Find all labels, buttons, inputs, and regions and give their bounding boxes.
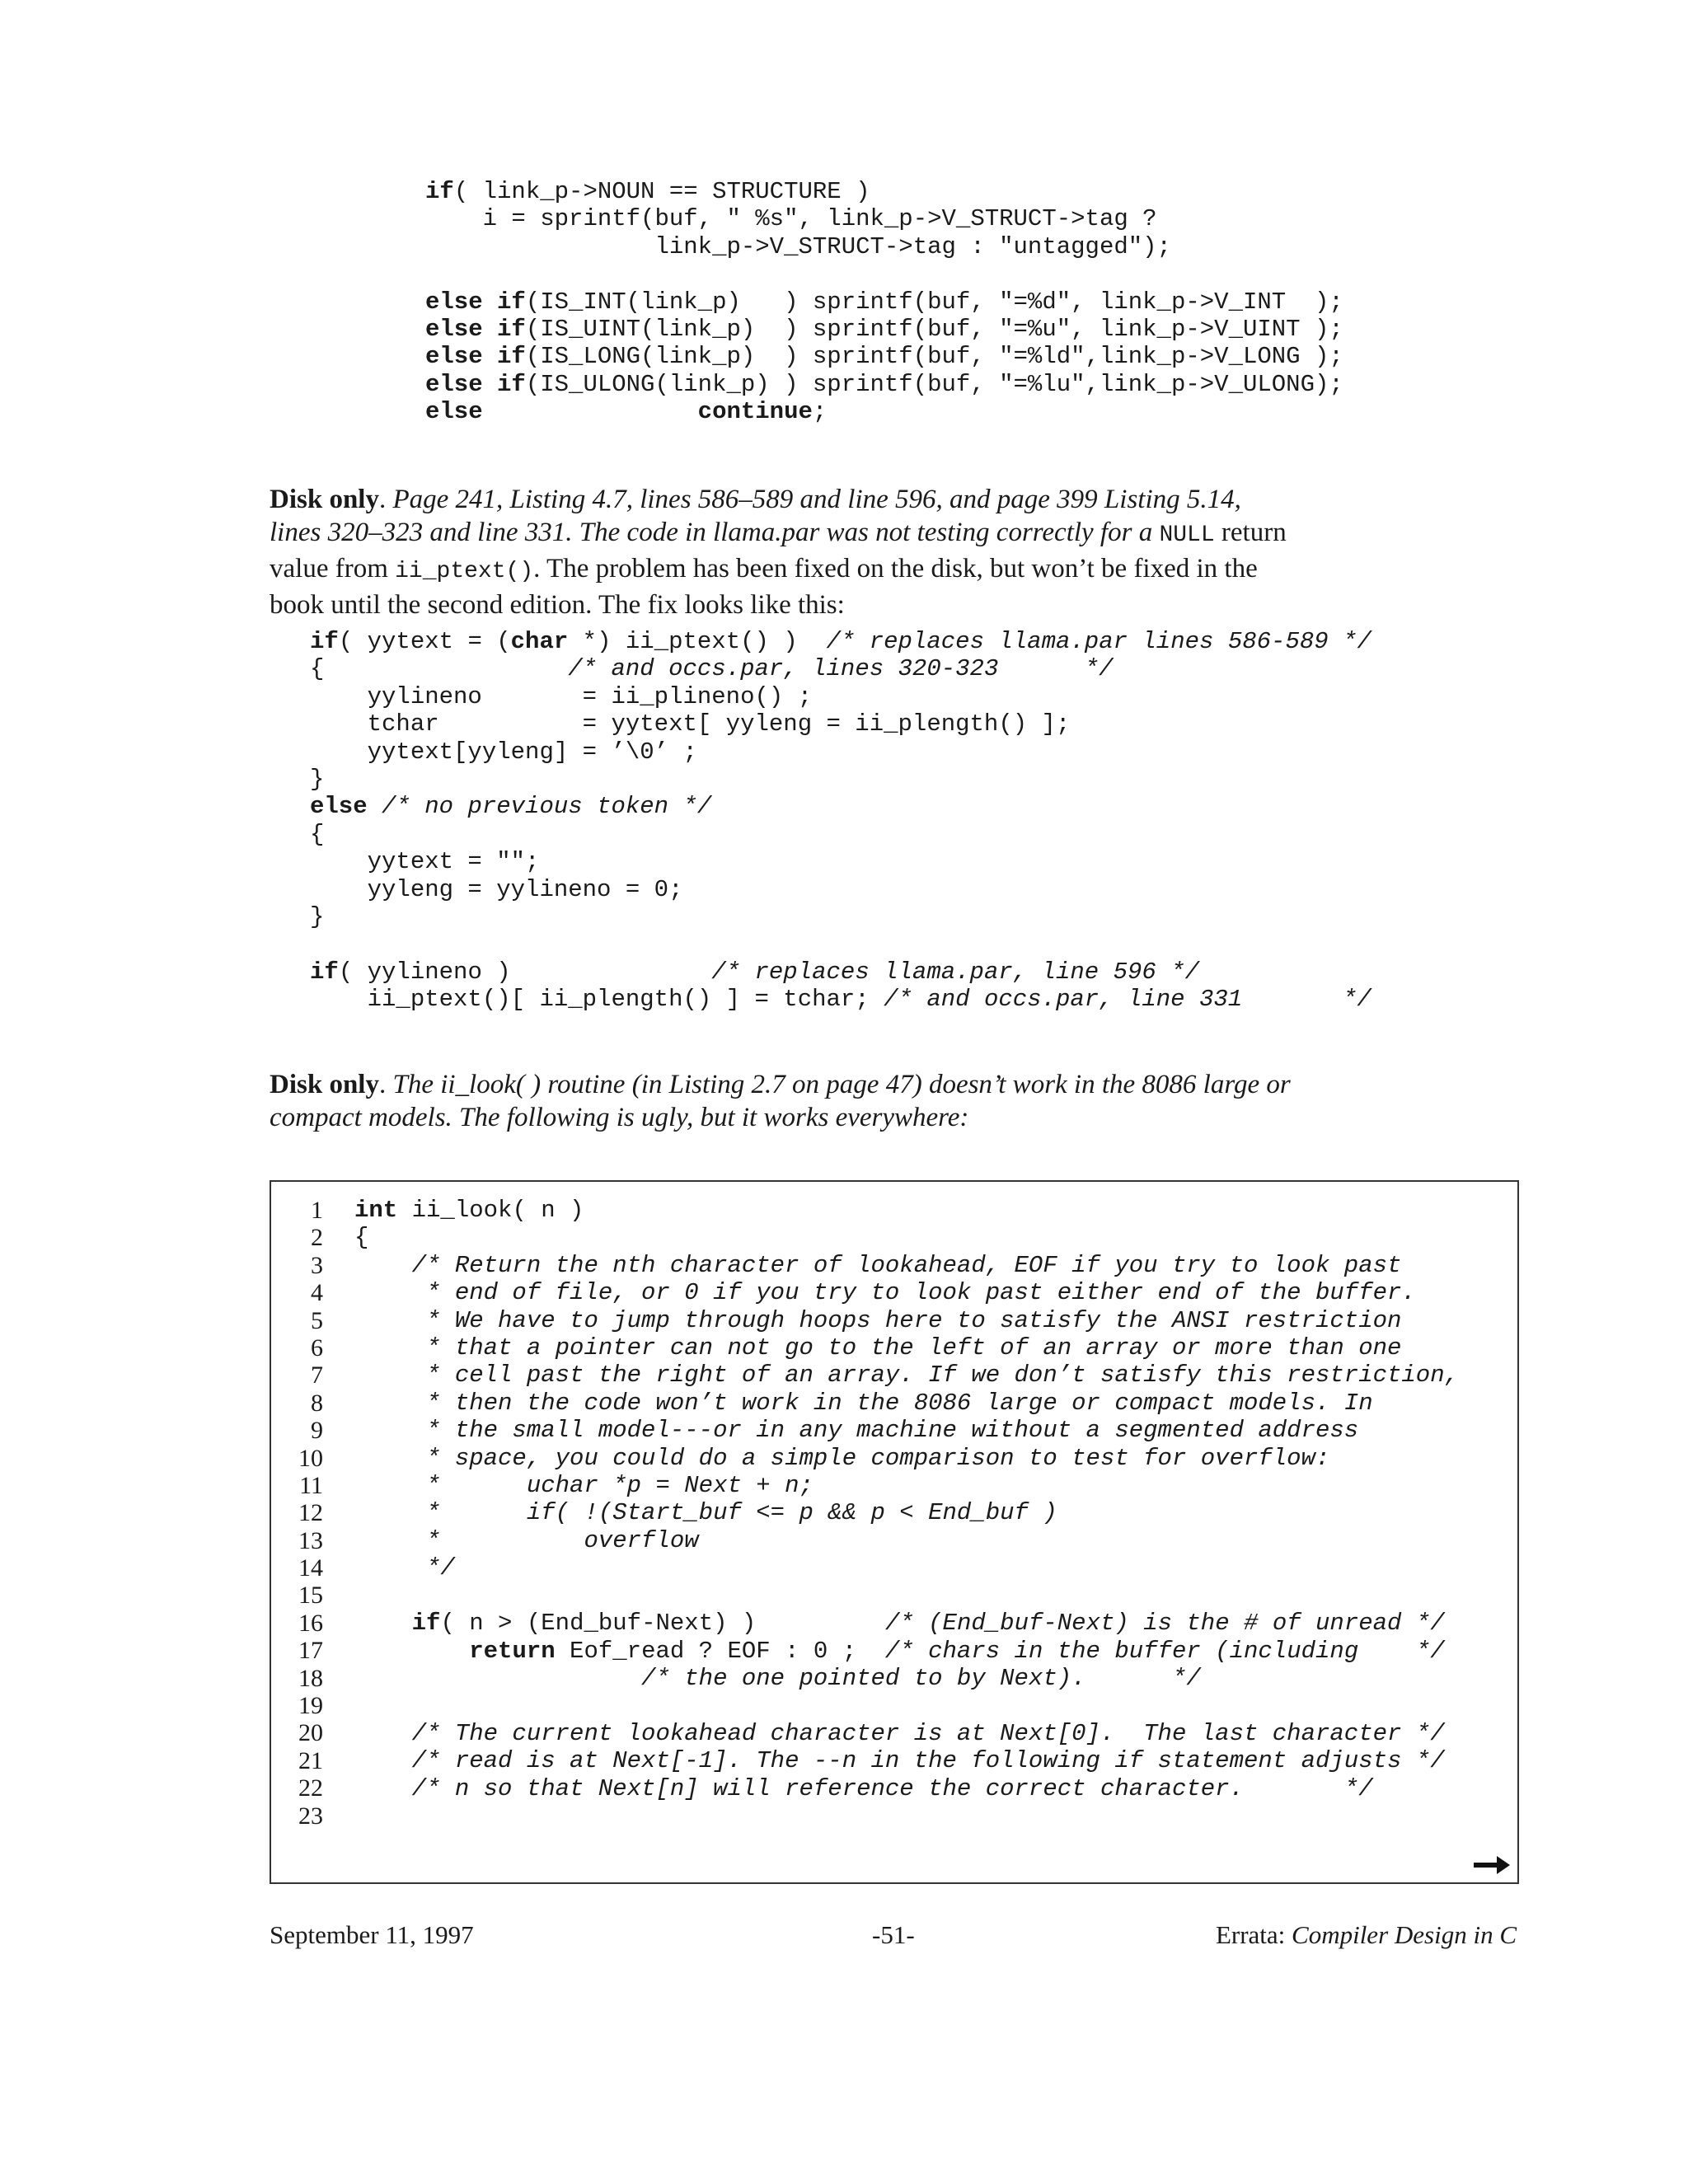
line-number: 4 xyxy=(311,1279,323,1307)
footer-title: Errata: Compiler Design in C xyxy=(1215,1920,1517,1949)
line-number: 18 xyxy=(298,1664,323,1692)
page-number: -51- xyxy=(872,1920,915,1949)
line-number: 15 xyxy=(298,1582,323,1610)
line-number: 3 xyxy=(311,1251,323,1279)
line-number: 7 xyxy=(311,1361,323,1390)
errata-description: The ii_look( ) routine (in Listing 2.7 on page 47) doesn’t work in the 8086 large or compact models. The following is ugly, but it works everywhere: xyxy=(270,1070,1291,1132)
line-numbers xyxy=(297,1197,323,1830)
line-number: 5 xyxy=(311,1306,323,1334)
line-number: 22 xyxy=(298,1774,323,1802)
line-number: 23 xyxy=(298,1802,323,1830)
line-number: 16 xyxy=(298,1609,323,1637)
line-number: 10 xyxy=(298,1444,323,1472)
line-number: 14 xyxy=(298,1554,323,1582)
line-number: 2 xyxy=(311,1224,323,1252)
line-number: 11 xyxy=(299,1471,323,1499)
line-number: 9 xyxy=(311,1417,323,1445)
footer-date: September 11, 1997 xyxy=(270,1920,474,1949)
line-number: 17 xyxy=(298,1637,323,1665)
right-arrow-icon xyxy=(1474,1856,1510,1874)
code-block-fix: if( yytext = (char *) ii_ptext() ) /* replaces llama.par lines 586-589 */ { /* and occs.par, lines 320-323 */ yylineno = ii_plineno() ; tchar = yytext[ yyleng = ii_plength() ]; yytext[yyleng] = ’\0’ ; } else /* no previous token */ { yytext = ""; yyleng = yylineno = 0; } if( yylineno ) /* replaces llama.par, line 596 */ ii_ptext()[ ii_plength() ] = tchar; /* and occs.par, line 331 */ xyxy=(310,628,1372,1014)
line-number: 8 xyxy=(311,1389,323,1417)
line-number: 12 xyxy=(298,1499,323,1527)
errata-paragraph-2: Disk only. The ii_look( ) routine (in Listing 2.7 on page 47) doesn’t work in the 8086 large or compact models. The following is ugly, but it works everywhere: xyxy=(270,1070,1291,1132)
null-keyword: NULL xyxy=(1159,523,1215,548)
line-number: 1 xyxy=(311,1197,323,1224)
line-number: 21 xyxy=(298,1746,323,1774)
line-number: 6 xyxy=(311,1333,323,1361)
line-number: 19 xyxy=(298,1692,323,1720)
ii-ptext-function: ii_ptext() xyxy=(395,559,534,584)
line-number: 13 xyxy=(298,1526,323,1554)
errata-description: Page 241, Listing 4.7, lines 586–589 and line 596, and page 399 Listing 5.14, lines 320–323 and line 331. The code in llama.par was not testing correctly for a xyxy=(270,485,1241,547)
code-block-sprintf: if( link_p->NOUN == STRUCTURE ) i = sprintf(buf, " %s", link_p->V_STRUCT->tag ? link_p->V_STRUCT->tag : "untagged"); else if(IS_INT(link_p) ) sprintf(buf, "=%d", link_p->V_INT ); else if(IS_UINT(link_p) ) sprintf(buf, "=%u", link_p->V_UINT ); else if(IS_LONG(link_p) ) sprintf(buf, "=%ld",link_p->V_LONG ); else if(IS_ULONG(link_p) ) sprintf(buf, "=%lu",link_p->V_ULONG); else continue; xyxy=(425,178,1343,426)
disk-only-label: Disk only xyxy=(270,485,379,514)
line-number: 20 xyxy=(298,1719,323,1747)
errata-paragraph-1: Disk only. Page 241, Listing 4.7, lines 586–589 and line 596, and page 399 Listing 5.14, lines 320–323 and line 331. The code in llama.par was not testing correctly for a NULL return value from ii_ptext(). The problem has been fixed on the disk, but won’t be fixed in the book until the second edition. The fix looks like this: xyxy=(270,485,1287,620)
listing-code-ii-look: int ii_look( n ) { /* Return the nth character of lookahead, EOF if you try to look past * end of file, or 0 if you try to look past either end of the buffer. * We have to jump through hoops here to satisfy the ANSI restriction * that a pointer can not go to the left of an array or more than one * cell past the right of an array. If we don’t satisfy this restriction, * then the code won’t work in the 8086 large or compact models. In * the small model---or in any machine without a segmented address * space, you could do a simple comparison to test for overflow: * uchar *p = Next + n; * if( !(Start_buf <= p && p < End_buf ) * overflow */ if( n > (End_buf-Next) ) /* (End_buf-Next) is the # of unread */ return Eof_read ? EOF : 0 ; /* chars in the buffer (including */ /* the one pointed to by Next). */ /* The current lookahead character is at Next[0]. The last character */ /* read is at Next[-1]. The --n in the following if statement adjusts */ /* n so that Next[n] will reference the correct character. */ xyxy=(354,1197,1460,1802)
disk-only-label: Disk only xyxy=(270,1070,379,1099)
